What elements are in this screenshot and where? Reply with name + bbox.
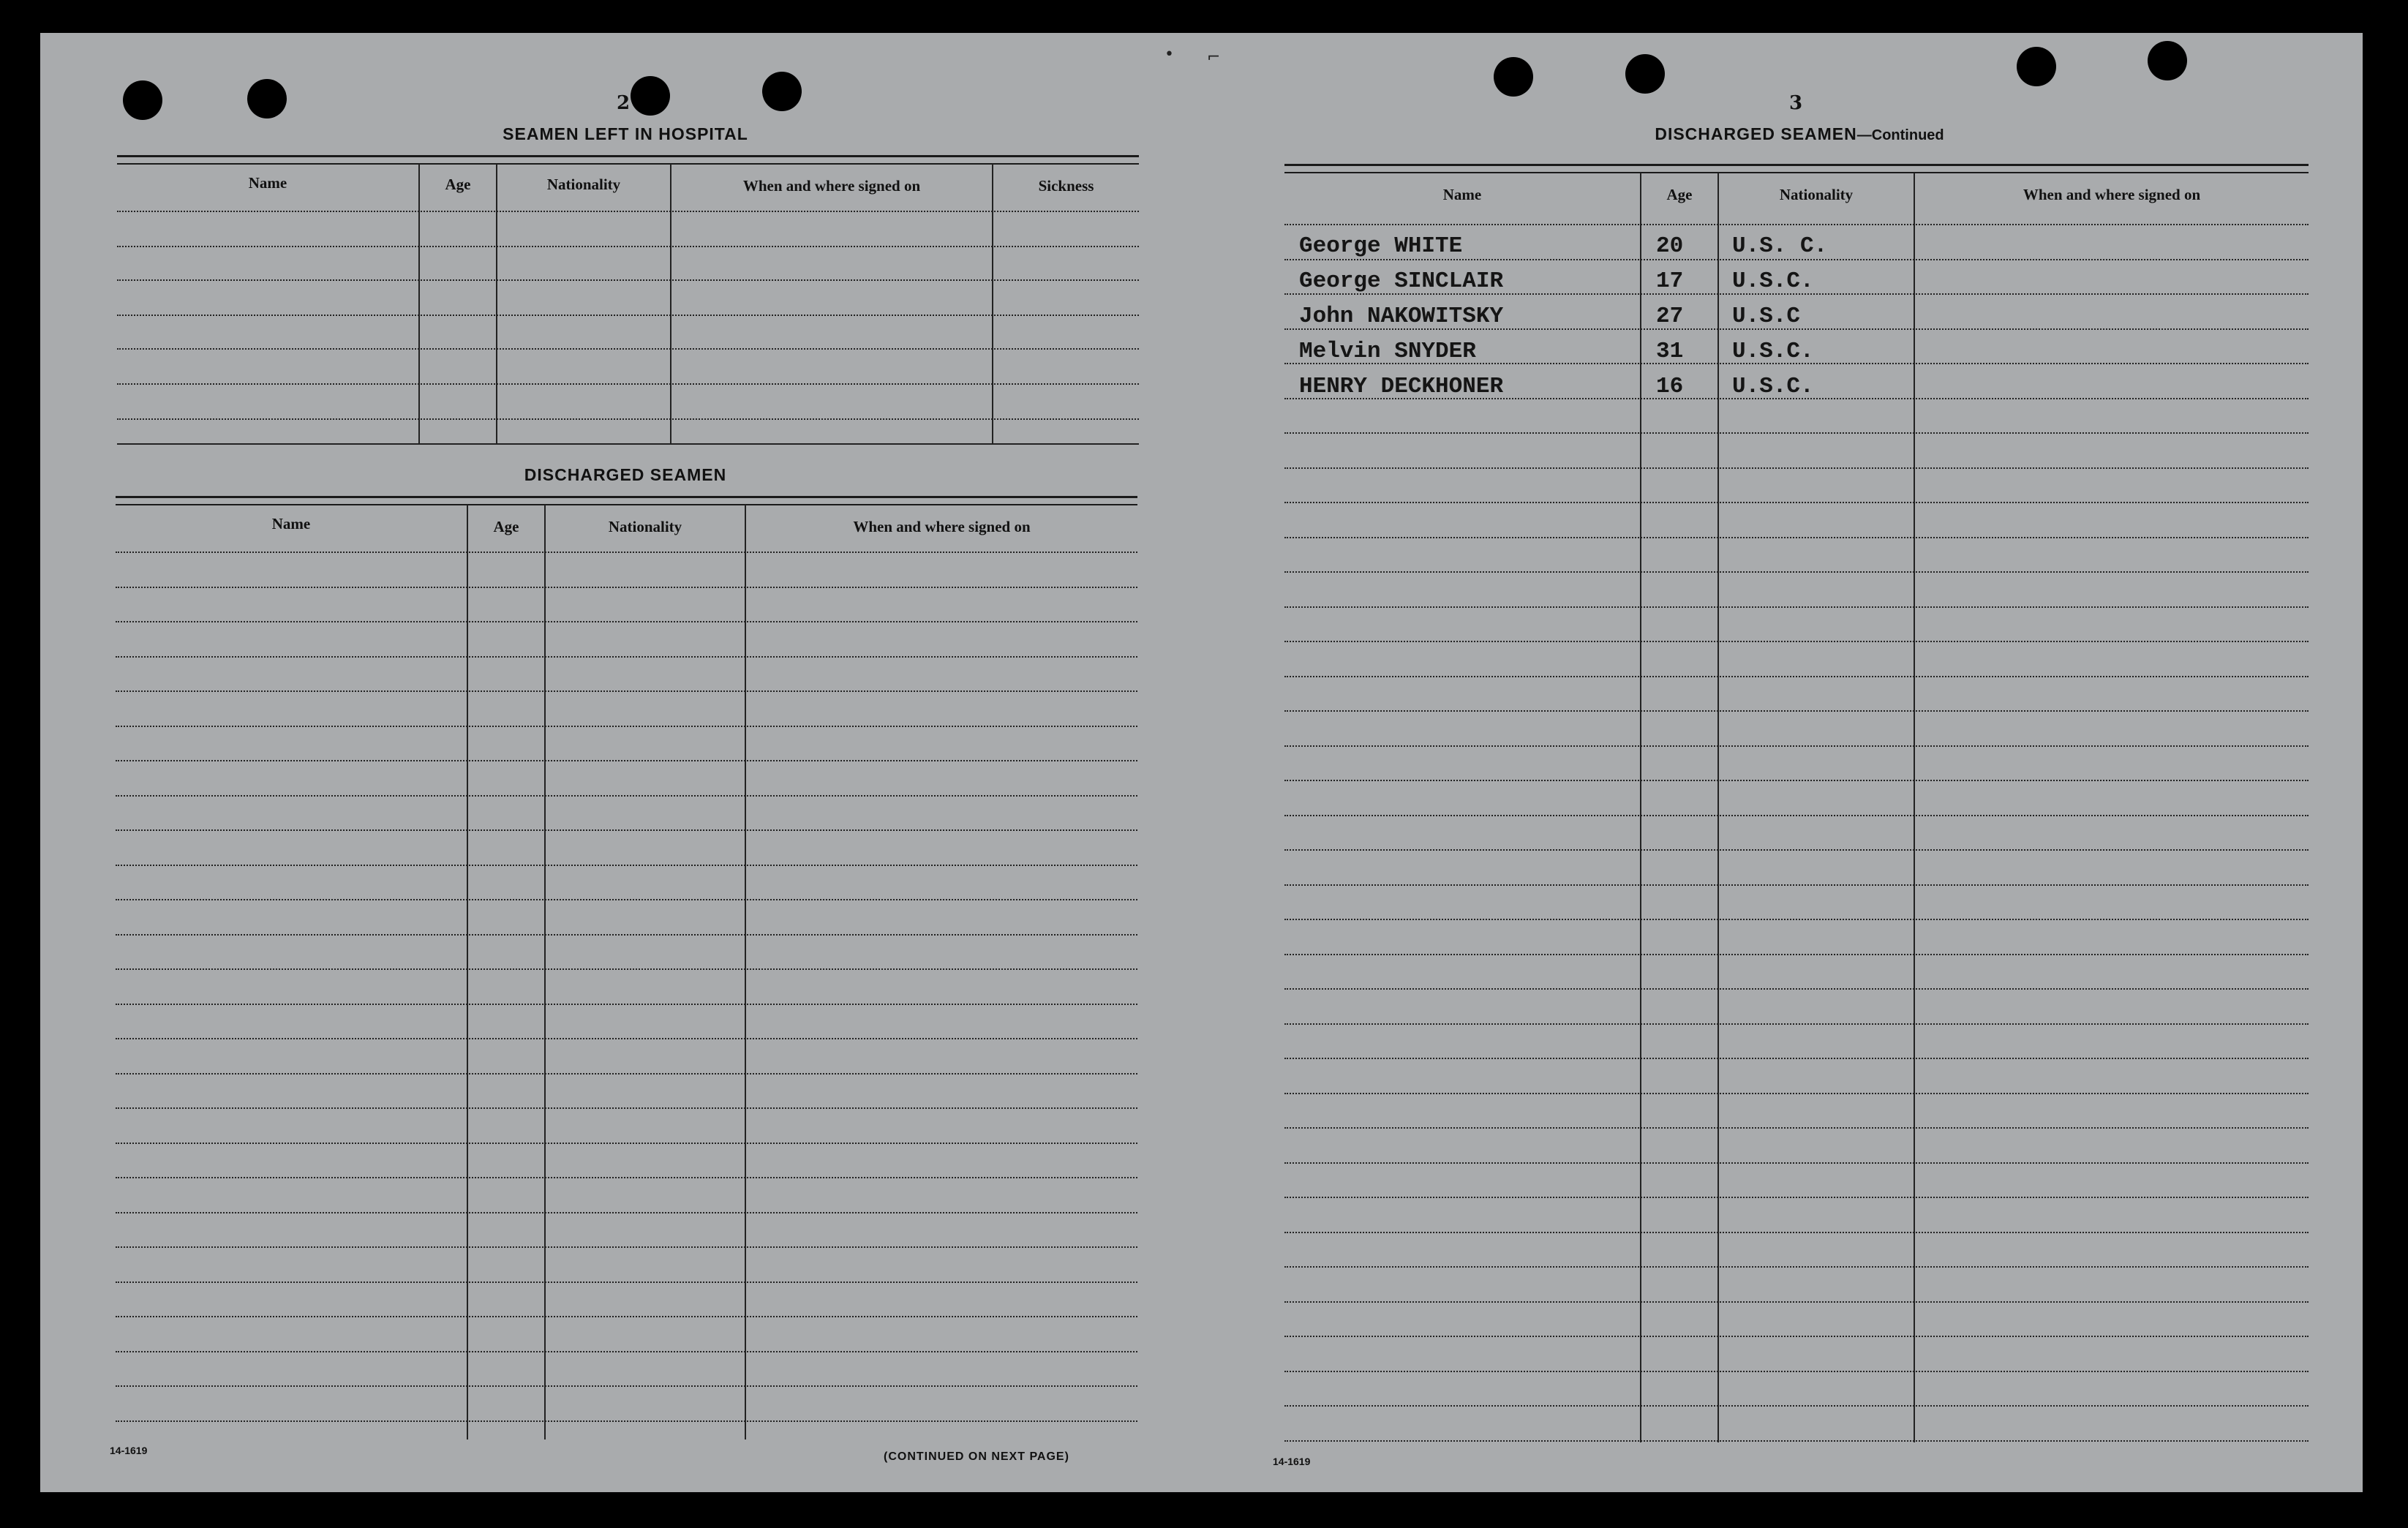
cell-age: 17 bbox=[1656, 268, 1684, 294]
punch-hole bbox=[2148, 41, 2187, 80]
column-divider bbox=[670, 164, 671, 445]
edge-mark: • bbox=[1165, 45, 1174, 64]
section-title-discharged: DISCHARGED SEAMEN bbox=[524, 465, 727, 484]
row-line bbox=[116, 1282, 1137, 1283]
row-line bbox=[1284, 988, 2309, 990]
column-header-name: Name bbox=[248, 174, 287, 192]
row-line bbox=[1284, 849, 2309, 851]
cell-nationality: U.S.C. bbox=[1732, 268, 1814, 294]
column-header-signed-on: When and where signed on bbox=[742, 177, 921, 195]
cell-name: George SINCLAIR bbox=[1299, 268, 1504, 294]
column-header-nationality: Nationality bbox=[546, 176, 621, 193]
row-line bbox=[1284, 1266, 2309, 1268]
column-divider bbox=[992, 164, 993, 445]
row-line bbox=[116, 1212, 1137, 1213]
row-line bbox=[116, 726, 1137, 727]
table-top-rule bbox=[117, 155, 1139, 165]
row-line bbox=[116, 552, 1137, 553]
cell-name: Melvin SNYDER bbox=[1299, 339, 1476, 364]
row-line bbox=[1284, 884, 2309, 886]
punch-hole bbox=[631, 76, 670, 116]
punch-hole bbox=[247, 79, 287, 118]
row-line bbox=[1284, 1336, 2309, 1337]
row-line bbox=[1284, 954, 2309, 955]
row-line bbox=[116, 899, 1137, 900]
row-line bbox=[116, 1073, 1137, 1075]
column-header-signed-on: When and where signed on bbox=[853, 518, 1031, 535]
row-line bbox=[116, 690, 1137, 692]
row-line bbox=[116, 795, 1137, 797]
punch-hole bbox=[1494, 57, 1533, 97]
row-line bbox=[1284, 1197, 2309, 1198]
row-line bbox=[1284, 745, 2309, 747]
row-line bbox=[1284, 432, 2309, 434]
row-line bbox=[117, 246, 1139, 247]
punch-hole bbox=[1625, 54, 1665, 94]
row-line bbox=[116, 829, 1137, 831]
row-line bbox=[1284, 1162, 2309, 1164]
table-top-rule bbox=[116, 496, 1137, 505]
form-number: 14-1619 bbox=[110, 1445, 148, 1456]
continued-footer: (CONTINUED ON NEXT PAGE) bbox=[884, 1450, 1069, 1463]
cell-age: 16 bbox=[1656, 374, 1684, 399]
section-title-discharged-continued bbox=[1573, 124, 2026, 144]
row-line bbox=[1284, 224, 2309, 225]
column-header-name: Name bbox=[271, 515, 311, 532]
table-bottom-rule bbox=[117, 443, 1139, 445]
column-header-age: Age bbox=[1666, 186, 1693, 203]
row-line bbox=[1284, 676, 2309, 677]
table-top-rule bbox=[1284, 164, 2309, 173]
section-title-text: DISCHARGED SEAMEN bbox=[1655, 124, 1857, 143]
cell-nationality: U.S.C. bbox=[1732, 339, 1814, 364]
row-line bbox=[116, 1385, 1137, 1387]
punch-hole bbox=[2017, 47, 2056, 86]
row-line bbox=[116, 968, 1137, 970]
row-line bbox=[117, 383, 1139, 385]
column-header-signed-on: When and where signed on bbox=[2023, 186, 2201, 203]
section-title-hospital: SEAMEN LEFT IN HOSPITAL bbox=[503, 124, 748, 143]
section-title-suffix: —Continued bbox=[1856, 127, 1944, 143]
column-divider bbox=[496, 164, 497, 445]
row-line bbox=[116, 1351, 1137, 1352]
row-line bbox=[116, 1316, 1137, 1317]
row-line bbox=[117, 348, 1139, 350]
hospital-table bbox=[117, 155, 1139, 448]
row-line bbox=[1284, 1058, 2309, 1059]
row-line bbox=[1284, 780, 2309, 781]
cell-name: John NAKOWITSKY bbox=[1299, 304, 1504, 329]
punch-hole bbox=[762, 72, 802, 111]
column-header-nationality: Nationality bbox=[608, 518, 682, 535]
row-line bbox=[116, 656, 1137, 658]
row-line bbox=[1284, 1127, 2309, 1129]
cell-nationality: U.S.C. bbox=[1732, 374, 1814, 399]
row-line bbox=[116, 1038, 1137, 1039]
row-line bbox=[1284, 502, 2309, 503]
column-divider bbox=[745, 505, 746, 1439]
row-line bbox=[1284, 1405, 2309, 1407]
row-line bbox=[116, 621, 1137, 622]
discharged-table-right bbox=[1284, 164, 2309, 1442]
edge-mark: ⌐ bbox=[1207, 48, 1221, 67]
row-line bbox=[1284, 1440, 2309, 1442]
row-line bbox=[1284, 815, 2309, 816]
row-line bbox=[117, 315, 1139, 316]
cell-name: George WHITE bbox=[1299, 233, 1463, 259]
row-line bbox=[116, 934, 1137, 936]
row-line bbox=[116, 1107, 1137, 1109]
row-line bbox=[116, 760, 1137, 761]
cell-nationality: U.S.C bbox=[1732, 304, 1801, 329]
column-header-sickness: Sickness bbox=[1038, 177, 1094, 195]
row-line bbox=[117, 279, 1139, 281]
page-number: 2 bbox=[617, 92, 631, 114]
discharged-table-left bbox=[116, 496, 1137, 1439]
row-line bbox=[1284, 1232, 2309, 1233]
row-line bbox=[1284, 467, 2309, 469]
cell-age: 31 bbox=[1656, 339, 1684, 364]
row-line bbox=[116, 1143, 1137, 1144]
row-line bbox=[1284, 710, 2309, 712]
row-line bbox=[1284, 606, 2309, 608]
column-header-nationality: Nationality bbox=[1779, 186, 1854, 203]
row-line bbox=[1284, 537, 2309, 538]
column-divider bbox=[544, 505, 546, 1439]
row-line bbox=[1284, 1301, 2309, 1303]
column-divider bbox=[467, 505, 468, 1439]
row-line bbox=[1284, 1371, 2309, 1372]
cell-name: HENRY DECKHONER bbox=[1299, 374, 1504, 399]
cell-age: 20 bbox=[1656, 233, 1684, 259]
row-line bbox=[116, 1246, 1137, 1248]
punch-hole bbox=[123, 80, 162, 120]
row-line bbox=[116, 1004, 1137, 1005]
row-line bbox=[116, 1420, 1137, 1422]
form-number: 14-1619 bbox=[1273, 1456, 1311, 1467]
column-header-age: Age bbox=[445, 176, 471, 193]
column-divider bbox=[418, 164, 420, 445]
row-line bbox=[1284, 1023, 2309, 1025]
row-line bbox=[1284, 571, 2309, 573]
page-number: 3 bbox=[1789, 92, 1803, 114]
cell-nationality: U.S. C. bbox=[1732, 233, 1828, 259]
column-header-age: Age bbox=[493, 518, 519, 535]
row-line bbox=[116, 587, 1137, 588]
row-line bbox=[1284, 919, 2309, 920]
row-line bbox=[116, 865, 1137, 866]
row-line bbox=[117, 211, 1139, 212]
cell-age: 27 bbox=[1656, 304, 1684, 329]
column-header-name: Name bbox=[1442, 186, 1482, 203]
row-line bbox=[1284, 1093, 2309, 1094]
row-line bbox=[116, 1177, 1137, 1178]
row-line bbox=[1284, 641, 2309, 642]
row-line bbox=[117, 418, 1139, 420]
